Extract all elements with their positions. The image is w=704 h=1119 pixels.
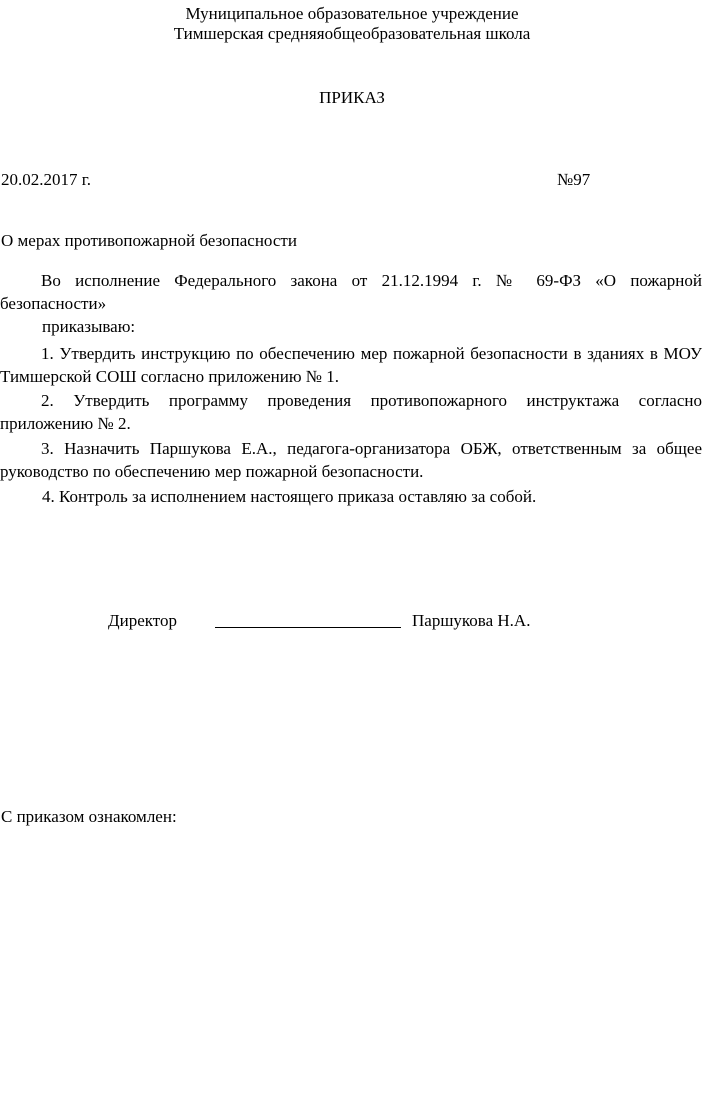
order-subject: О мерах противопожарной безопасности (1, 231, 297, 250)
order-item-3: 3. Назначить Паршукова Е.А., педагога-организатора ОБЖ, ответственным за общее руководство по обеспечению мер пожарной безопасности. (0, 439, 702, 481)
order-item-4: 4. Контроль за исполнением настоящего приказа оставляю за собой. (42, 487, 537, 506)
institution-name-line2: Тимшерская средняяобщеобразовательная школа (173, 24, 531, 43)
signature-position: Директор (108, 611, 177, 630)
acknowledgement-label: С приказом ознакомлен: (1, 807, 177, 826)
order-item-1: 1. Утвердить инструкцию по обеспечению мер пожарной безопасности в зданиях в МОУ Тимшерской СОШ согласно приложению № 1. (0, 344, 702, 386)
order-number: №97 (557, 170, 591, 189)
order-item-2: 2. Утвердить программу проведения противопожарного инструктажа согласно приложению № 2. (0, 391, 702, 433)
document-title: ПРИКАЗ (319, 88, 385, 107)
institution-name-line1: Муниципальное образовательное учреждение (185, 4, 519, 23)
order-date: 20.02.2017 г. (1, 170, 92, 189)
order-word: приказываю: (42, 317, 136, 336)
signature-name: Паршукова Н.А. (412, 611, 531, 630)
preamble-paragraph: Во исполнение Федерального закона от 21.12.1994 г. № 69-ФЗ «О пожарной безопасности» (0, 271, 702, 313)
signature-line (215, 609, 401, 634)
